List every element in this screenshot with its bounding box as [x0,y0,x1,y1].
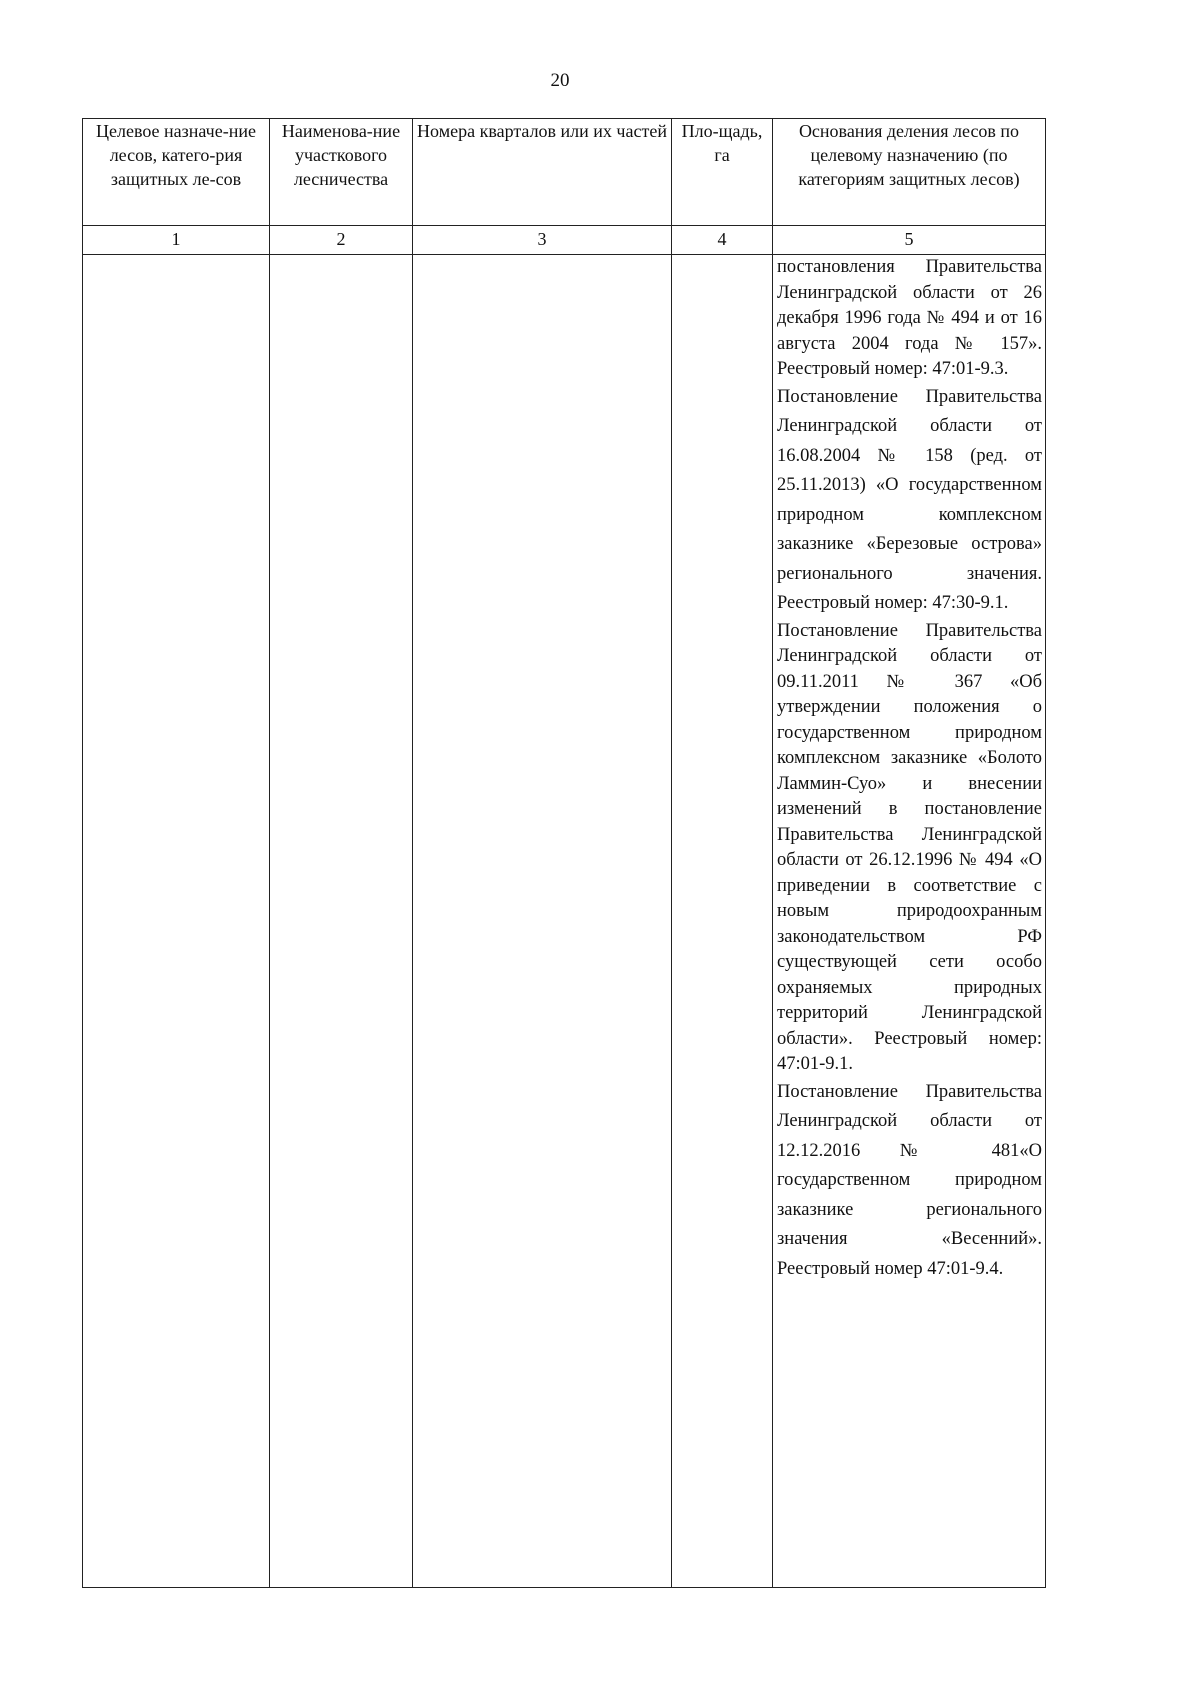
basis-paragraph: Постановление Правительства Ленинградской области от 12.12.2016 № 481«О государственном природном заказнике регионального значения «Весенний». Реестровый номер 47:01-9.4. [777,1081,1042,1279]
header-forest-purpose: Целевое назначе-ние лесов, катего-рия защитных ле-сов [83,119,270,226]
page-number: 20 [550,70,570,91]
table-row [83,255,1046,1588]
basis-paragraph: Постановление Правительства Ленинградской области от 09.11.2011 № 367 «Об утверждении положения о государственном природном комплексном заказнике «Болото Ламмин-Суо» и внесении изменений в постановление Правительства Ленинградской области от 26.12.1996 № 494 «О приведении в соответствие с новым природоохранным законодательством РФ существующей сети особо охраняемых природных территорий Ленинградской области». Реестровый номер: 47:01-9.1. [777,620,1042,1074]
forest-division-table [82,118,1046,1588]
division-basis-cell [773,255,1046,1588]
header-quarter-numbers: Номера кварталов или их частей [413,119,672,226]
header-division-basis: Основания деления лесов по целевому назначению (по категориям защитных лесов) [773,119,1046,226]
column-number: 1 [83,226,270,255]
forest-purpose-cell [83,255,270,1588]
column-number-row [83,226,1046,255]
column-number: 5 [773,226,1046,255]
column-number: 4 [672,226,773,255]
table-header-row [83,119,1046,226]
area-cell [672,255,773,1588]
quarter-numbers-cell [413,255,672,1588]
column-number: 3 [413,226,672,255]
basis-paragraph: постановления Правительства Ленинградской области от 26 декабря 1996 года № 494 и от 16 августа 2004 года № 157». Реестровый номер: 47:01-9.3. [777,257,1042,379]
column-number: 2 [270,226,413,255]
basis-paragraph: Постановление Правительства Ленинградской области от 16.08.2004 № 158 (ред. от 25.11.2013) «О государственном природном комплексном заказнике «Березовые острова» регионального значения. Реестровый номер: 47:30-9.1. [777,386,1042,613]
header-area: Пло-щадь, га [672,119,773,226]
header-forestry-name: Наименова-ние участкового лесничества [270,119,413,226]
forestry-name-cell [270,255,413,1588]
